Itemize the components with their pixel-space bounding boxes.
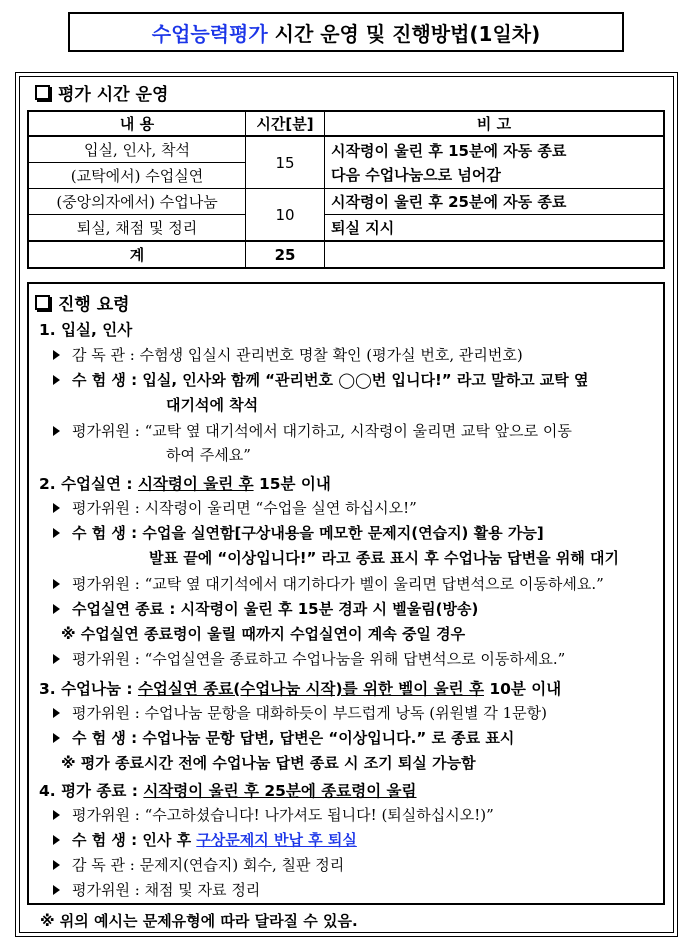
header-note: 비 고 bbox=[325, 111, 665, 136]
list-item-continued: 하여 주세요” bbox=[166, 446, 251, 464]
triangle-bullet-icon bbox=[53, 835, 60, 845]
time-table bbox=[27, 110, 665, 269]
triangle-bullet-icon bbox=[53, 375, 60, 385]
triangle-bullet-icon bbox=[53, 654, 60, 664]
checkbox-square-icon bbox=[35, 295, 50, 310]
note-line: ※ 수업실연 종료령이 울릴 때까지 수업실연이 계속 중일 경우 bbox=[61, 625, 466, 643]
triangle-bullet-icon bbox=[53, 810, 60, 820]
triangle-bullet-icon bbox=[53, 604, 60, 614]
header-content: 내 용 bbox=[28, 111, 246, 136]
triangle-bullet-icon bbox=[53, 885, 60, 895]
step-3-title: 3. 수업나눔 : 수업실연 종료(수업나눔 시작)를 위한 벨이 울린 후 10분 이내 bbox=[39, 680, 562, 698]
footer-note: ※ 위의 예시는 문제유형에 따라 달라질 수 있음. bbox=[40, 912, 358, 930]
table-total-row: 계 25 bbox=[28, 241, 664, 268]
triangle-bullet-icon bbox=[53, 860, 60, 870]
header-time: 시간[분] bbox=[246, 111, 325, 136]
list-item: 평가위원 : 채점 및 자료 정리 bbox=[53, 879, 260, 900]
triangle-bullet-icon bbox=[53, 503, 60, 513]
list-item: 수업실연 종료 : 시작령이 울린 후 15분 경과 시 벨울림(방송) bbox=[53, 598, 478, 619]
table-row: (교탁에서) 수업실연 bbox=[28, 163, 664, 189]
table-row: 퇴실, 채점 및 정리 퇴실 지시 bbox=[28, 215, 664, 242]
section-heading-procedure: 진행 요령 bbox=[35, 290, 130, 315]
table-header-row bbox=[28, 111, 664, 136]
table-row: 입실, 인사, 착석 15 시작령이 울린 후 15분에 자동 종료 다음 수업나눔으로 넘어감 bbox=[28, 136, 664, 163]
triangle-bullet-icon bbox=[53, 708, 60, 718]
list-item: 평가위원 : 수업나눔 문항을 대화하듯이 부드럽게 낭독 (위원별 각 1문항) bbox=[53, 702, 547, 723]
list-item: 감 독 관 : 문제지(연습지) 회수, 칠판 정리 bbox=[53, 854, 344, 875]
list-item: 평가위원 : 시작령이 울리면 “수업을 실연 하십시오!” bbox=[53, 497, 417, 518]
list-item-continued: 발표 끝에 “이상입니다!” 라고 종료 표시 후 수업나눔 답변을 위해 대기 bbox=[149, 549, 620, 567]
page-title bbox=[68, 12, 624, 52]
triangle-bullet-icon bbox=[53, 733, 60, 743]
title-highlight: 수업능력평가 bbox=[151, 21, 268, 46]
list-item: 수 험 생 : 입실, 인사와 함께 “관리번호 ◯◯번 입니다!” 라고 말하고 교탁 옆 bbox=[53, 369, 588, 390]
step-2-title: 2. 수업실연 : 시작령이 울린 후 15분 이내 bbox=[39, 475, 331, 493]
procedure-box bbox=[27, 282, 665, 905]
triangle-bullet-icon bbox=[53, 426, 60, 436]
triangle-bullet-icon bbox=[53, 350, 60, 360]
triangle-bullet-icon bbox=[53, 528, 60, 538]
checkbox-square-icon bbox=[35, 85, 50, 100]
list-item: 평가위원 : “수업실연을 종료하고 수업나눔을 위해 답변석으로 이동하세요.” bbox=[53, 648, 565, 669]
list-item: 수 험 생 : 수업을 실연함[구상내용을 메모한 문제지(연습지) 활용 가능] bbox=[53, 522, 544, 543]
section-heading-time: 평가 시간 운영 bbox=[35, 80, 168, 105]
list-item: 감 독 관 : 수험생 입실시 관리번호 명찰 확인 (평가실 번호, 관리번호) bbox=[53, 344, 523, 365]
highlighted-instruction: 구상문제지 반납 후 퇴실 bbox=[196, 831, 357, 849]
list-item: 수 험 생 : 인사 후 구상문제지 반납 후 퇴실 bbox=[53, 829, 357, 850]
list-item: 평가위원 : “교탁 옆 대기석에서 대기하고, 시작령이 울리면 교탁 앞으로 이동 bbox=[53, 420, 572, 441]
list-item: 평가위원 : “교탁 옆 대기석에서 대기하다가 벨이 울리면 답변석으로 이동하세요.” bbox=[53, 573, 604, 594]
step-1-title: 1. 입실, 인사 bbox=[39, 321, 133, 339]
list-item: 평가위원 : “수고하셨습니다! 나가셔도 됩니다! (퇴실하십시오!)” bbox=[53, 804, 494, 825]
table-row: (중앙의자에서) 수업나눔 10 시작령이 울린 후 25분에 자동 종료 bbox=[28, 189, 664, 215]
list-item-continued: 대기석에 착석 bbox=[166, 396, 259, 414]
step-4-title: 4. 평가 종료 : 시작령이 울린 후 25분에 종료령이 울림 bbox=[39, 782, 417, 800]
title-rest: 시간 운영 및 진행방법(1일차) bbox=[267, 21, 541, 46]
triangle-bullet-icon bbox=[53, 579, 60, 589]
list-item: 수 험 생 : 수업나눔 문항 답변, 답변은 “이상입니다.” 로 종료 표시 bbox=[53, 727, 514, 748]
note-line: ※ 평가 종료시간 전에 수업나눔 답변 종료 시 조기 퇴실 가능함 bbox=[61, 754, 476, 772]
